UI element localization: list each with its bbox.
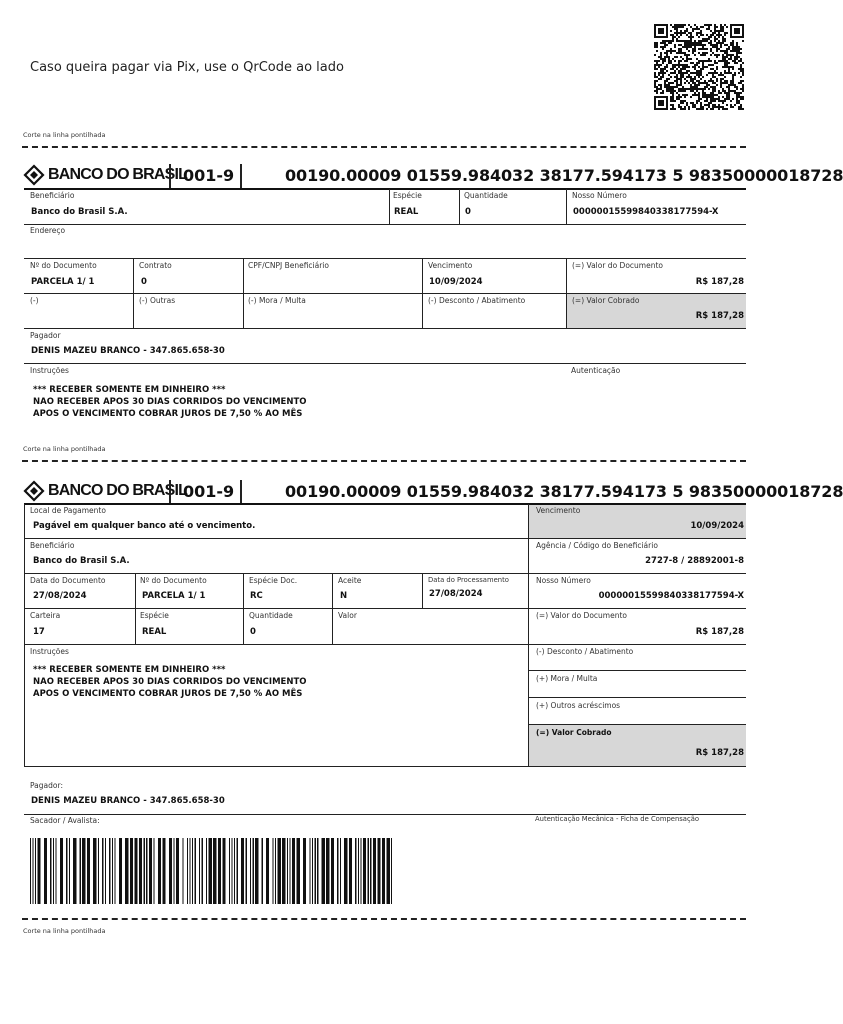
local-pagamento-value: Pagável em qualquer banco até o vencimento. (33, 521, 256, 531)
instrucao-line: APOS O VENCIMENTO COBRAR JUROS DE 7,50 % AO MÊS (33, 409, 303, 419)
sacador-label: Sacador / Avalista: (30, 816, 100, 825)
vencimento-label: Vencimento (428, 261, 473, 270)
nosso-numero-label: Nosso Número (536, 576, 591, 585)
pagador-value: DENIS MAZEU BRANCO - 347.865.658-30 (31, 346, 225, 356)
row-rule (528, 724, 746, 725)
pix-instruction: Caso queira pagar via Pix, use o QrCode ao lado (30, 60, 344, 75)
bb-logo-icon (24, 165, 44, 185)
instrucao-line: NAO RECEBER APOS 30 DIAS CORRIDOS DO VENCIMENTO (33, 677, 307, 687)
local-pagamento-label: Local de Pagamento (30, 506, 106, 515)
bank-logo (24, 163, 187, 187)
instrucao-line: NAO RECEBER APOS 30 DIAS CORRIDOS DO VENCIMENTO (33, 397, 307, 407)
divider (169, 480, 171, 504)
especie-doc-value: RC (250, 591, 263, 601)
carteira-label: Carteira (30, 611, 61, 620)
row-rule (24, 644, 746, 645)
beneficiario-value: Banco do Brasil S.A. (33, 556, 130, 566)
especie-doc-label: Espécie Doc. (249, 576, 298, 585)
vencimento-value: 10/09/2024 (429, 277, 483, 287)
bank-logo-text: BANCO DO BRASIL (48, 482, 188, 499)
valor-documento-value: R$ 187,28 (695, 277, 744, 287)
quantidade-label: Quantidade (249, 611, 293, 620)
cut-line-label: Corte na linha pontilhada (23, 131, 106, 139)
border-left (24, 504, 25, 766)
autenticacao-label: Autenticação (571, 366, 621, 375)
mora-multa-label: (-) Mora / Multa (248, 296, 306, 305)
pagador-label: Pagador (30, 331, 61, 340)
cut-line (22, 918, 746, 920)
linha-digitavel: 00190.00009 01559.984032 38177.594173 5 98350000018728 (285, 166, 843, 185)
data-processamento-value: 27/08/2024 (429, 589, 483, 599)
valor-documento-value: R$ 187,28 (695, 627, 744, 637)
desconto-label: (-) Desconto / Abatimento (536, 647, 634, 656)
contrato-label: Contrato (139, 261, 172, 270)
pix-qrcode (654, 24, 744, 110)
beneficiario-label: Beneficiário (30, 191, 75, 200)
row-rule (24, 363, 746, 364)
row-rule (24, 328, 746, 329)
beneficiario-label: Beneficiário (30, 541, 75, 550)
instrucao-line: APOS O VENCIMENTO COBRAR JUROS DE 7,50 % AO MÊS (33, 689, 303, 699)
divider (422, 573, 423, 608)
divider (566, 189, 567, 224)
vencimento-label: Vencimento (536, 506, 581, 515)
row-rule (528, 670, 746, 671)
agencia-value: 2727-8 / 28892001-8 (645, 556, 744, 566)
n-documento-label: Nº do Documento (30, 261, 97, 270)
divider (459, 189, 460, 224)
especie-value: REAL (394, 207, 419, 217)
nosso-numero-label: Nosso Número (572, 191, 627, 200)
data-documento-label: Data do Documento (30, 576, 106, 585)
nosso-numero-value: 00000015599840338177594-X (573, 207, 719, 217)
especie-value: REAL (142, 627, 167, 637)
agencia-label: Agência / Código do Beneficiário (536, 541, 658, 550)
bank-code: 001-9 (183, 166, 235, 185)
divider (169, 164, 171, 188)
row-rule (528, 766, 746, 767)
contrato-value: 0 (141, 277, 147, 287)
n-documento-value: PARCELA 1/ 1 (142, 591, 206, 601)
row-rule (528, 697, 746, 698)
quantidade-value: 0 (250, 627, 256, 637)
autenticacao-mecanica-label: Autenticação Mecânica - Ficha de Compensação (535, 815, 700, 823)
valor-cobrado-label: (=) Valor Cobrado (536, 728, 612, 737)
outras-label: (-) Outras (139, 296, 176, 305)
aceite-value: N (340, 591, 348, 601)
cpf-cnpj-label: CPF/CNPJ Beneficiário (248, 261, 329, 270)
valor-cobrado-value: R$ 187,28 (695, 311, 744, 321)
vencimento-value: 10/09/2024 (690, 521, 744, 531)
pagador-label: Pagador: (30, 781, 63, 790)
divider (240, 480, 242, 504)
minus-label: (-) (30, 296, 39, 305)
valor-label: Valor (338, 611, 357, 620)
cut-line (22, 460, 746, 462)
row-rule (24, 538, 746, 539)
divider (240, 164, 242, 188)
pagador-value: DENIS MAZEU BRANCO - 347.865.658-30 (31, 796, 225, 806)
instrucao-line: *** RECEBER SOMENTE EM DINHEIRO *** (33, 665, 226, 675)
valor-cobrado-value: R$ 187,28 (695, 748, 744, 758)
endereco-label: Endereço (30, 226, 66, 235)
linha-digitavel: 00190.00009 01559.984032 38177.594173 5 98350000018728 (285, 482, 843, 501)
beneficiario-value: Banco do Brasil S.A. (31, 207, 128, 217)
especie-label: Espécie (140, 611, 169, 620)
row-rule (24, 224, 746, 225)
carteira-value: 17 (33, 627, 45, 637)
valor-cobrado-label: (=) Valor Cobrado (572, 296, 640, 305)
column-divider (528, 504, 529, 766)
nosso-numero-value: 00000015599840338177594-X (598, 591, 744, 601)
aceite-label: Aceite (338, 576, 362, 585)
especie-label: Espécie (393, 191, 422, 200)
data-processamento-label: Data do Processamento (428, 576, 509, 584)
divider (389, 189, 390, 224)
instrucoes-text (33, 384, 306, 420)
row-rule (24, 608, 746, 609)
outros-label: (+) Outros acréscimos (536, 701, 621, 710)
n-documento-value: PARCELA 1/ 1 (31, 277, 95, 287)
n-documento-label: Nº do Documento (140, 576, 207, 585)
row-rule (24, 573, 746, 574)
quantidade-label: Quantidade (464, 191, 508, 200)
instrucoes-text (33, 664, 306, 700)
instrucoes-label: Instruções (30, 366, 69, 375)
bank-logo-text: BANCO DO BRASIL (48, 166, 188, 183)
bb-logo-icon (24, 481, 44, 501)
bank-logo (24, 479, 187, 503)
cut-line (22, 146, 746, 148)
desconto-label: (-) Desconto / Abatimento (428, 296, 526, 305)
row-rule (24, 766, 528, 767)
barcode (30, 838, 400, 904)
instrucoes-label: Instruções (30, 647, 69, 656)
cut-line-label: Corte na linha pontilhada (23, 445, 106, 453)
valor-documento-label: (=) Valor do Documento (572, 261, 663, 270)
valor-documento-label: (=) Valor do Documento (536, 611, 627, 620)
instrucao-line: *** RECEBER SOMENTE EM DINHEIRO *** (33, 385, 226, 395)
cut-line-label: Corte na linha pontilhada (23, 927, 106, 935)
header-rule (24, 188, 746, 190)
data-documento-value: 27/08/2024 (33, 591, 87, 601)
quantidade-value: 0 (465, 207, 471, 217)
bank-code: 001-9 (183, 482, 235, 501)
mora-label: (+) Mora / Multa (536, 674, 598, 683)
